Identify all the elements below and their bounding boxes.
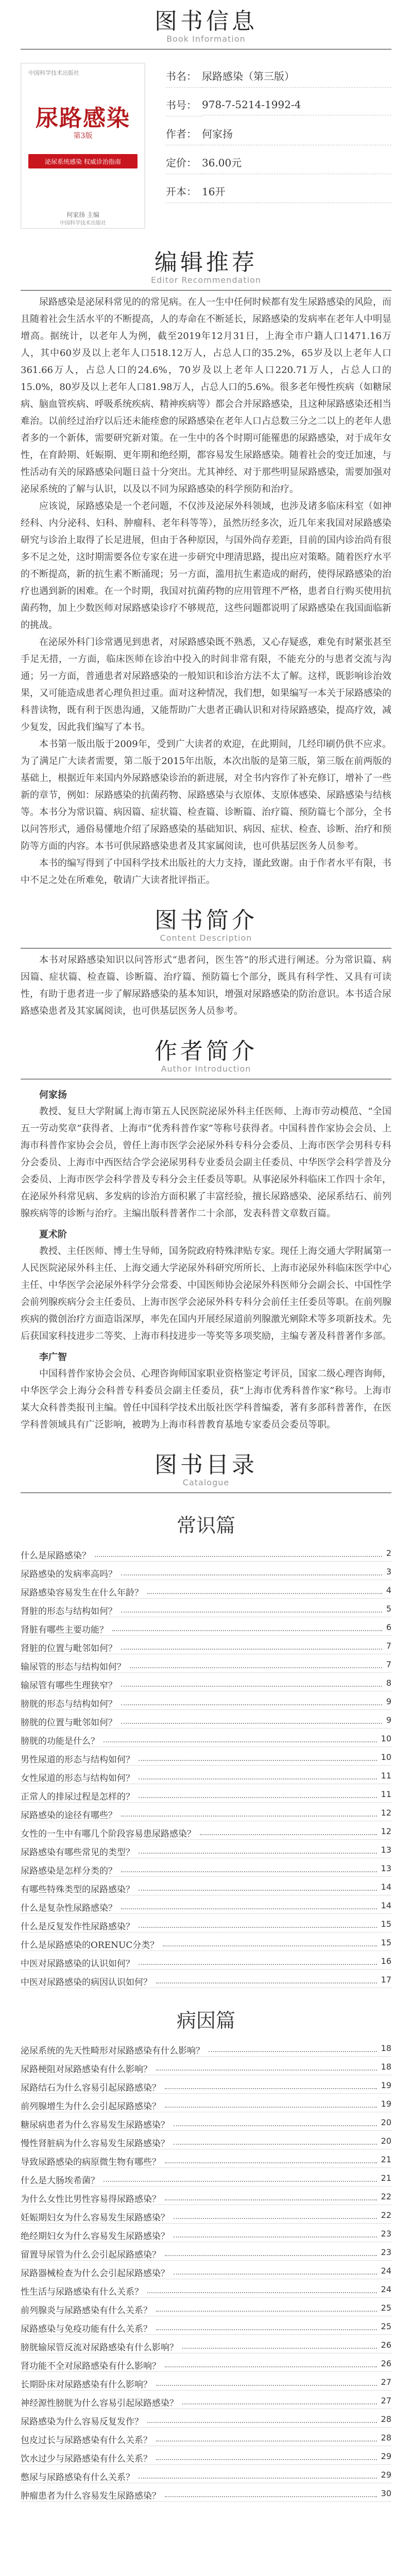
- catalog-item-title: 泌尿系统的先天性畸形对尿路感染有什么影响？: [21, 2046, 204, 2056]
- cover-band: 泌尿系统感染 权威诊治指南: [28, 154, 138, 168]
- section-subtitle: Author Introduction: [161, 1064, 251, 1074]
- author-paragraph: 中国科普作家协会会员、心理咨询师国家职业资格鉴定考评员，国家二级心理咨询师，中华医学会上海分会科普专科委员会副主任委员，获“上海市优秀科普作家”称号。上海市某大众科普类报刊主编。曾任中国科学技术出版社医学科普编委，著有多部科普著作，在医学科普领域具有广泛影响，被聘为上海市科普教育基地专家委员会委员等职。: [21, 1368, 391, 1430]
- catalog-item-page: 11: [381, 1789, 391, 1799]
- catalog-item-title: 尿路感染是怎样分类的？: [21, 1866, 117, 1876]
- catalog-item-title: 导致尿路感染的病原微生物有哪些？: [21, 2157, 161, 2167]
- catalog-item: [21, 1654, 391, 1673]
- catalog-item-page: 19: [381, 2099, 391, 2109]
- catalog-item: [21, 2298, 391, 2316]
- book-name: 尿路感染（第三版）: [202, 68, 391, 88]
- section-title: 编辑推荐: [154, 249, 258, 276]
- meta-row-format: [166, 183, 391, 203]
- catalog-leader-dots: [121, 1908, 377, 1909]
- section-title: 图书目录: [154, 1452, 258, 1478]
- catalog-item: [21, 1543, 391, 1562]
- meta-row-author: [166, 126, 391, 145]
- catalog-item: [21, 1580, 391, 1599]
- catalog-item-title: 膀胱的位置与毗邻如何？: [21, 1718, 117, 1728]
- book-author: 何家扬: [202, 126, 391, 145]
- book-price: 36.00元: [202, 155, 391, 174]
- section-author: [0, 1030, 412, 1079]
- catalog-leader-dots: [139, 1760, 377, 1761]
- catalog-leader-dots: [104, 2181, 377, 2182]
- book-format: 16开: [202, 183, 391, 203]
- catalog-leader-dots: [182, 2403, 377, 2404]
- catalog-leader-dots: [139, 1890, 377, 1891]
- catalog-item-page: 20: [381, 2117, 391, 2127]
- catalog-item-title: 肿瘤患者为什么容易发生尿路感染？: [21, 2491, 161, 2501]
- catalog-item: [21, 1803, 391, 1821]
- catalog-item-title: 神经源性膀胱为什么容易引起尿路感染？: [21, 2398, 178, 2409]
- catalog-item-page: 24: [381, 2284, 391, 2294]
- catalog-item-title: 什么是复杂性尿路感染？: [21, 1903, 117, 1913]
- catalog-item: [21, 1840, 391, 1858]
- catalog-leader-dots: [165, 2366, 377, 2367]
- catalog-leader-dots: [121, 1574, 382, 1575]
- catalog-item: [21, 1691, 391, 1710]
- catalog-item-page: 20: [381, 2136, 391, 2146]
- catalog-item-title: 包皮过长与尿路感染有什么关系？: [21, 2435, 152, 2446]
- catalog-item-title: 长期卧床对尿路感染有什么影响？: [21, 2380, 152, 2390]
- section-book-info: [0, 0, 412, 49]
- catalog-leader-dots: [139, 1964, 377, 1965]
- catalog-item-page: 12: [381, 1808, 391, 1818]
- section-subtitle: Editor Recommendation: [150, 275, 262, 285]
- author-paragraph: 教授、复旦大学附属上海市第五人民医院泌尿外科主任医师、上海市劳动模范、“全国五一劳动奖章”获得者、上海市“优秀科普作家”等称号获得者。中国科普作家协会会员、上海市科普作家协会会员，曾任上海市医学会泌尿外科专科分会委员、上海市医学会男科专科分会委员、上海市中西医结合学会泌尿男科专业委员会副主任委员、中华医学会科学普及分会委员、上海市医学会科学普及专科分会主任委员等职。从事泌尿外科临床工作四十余年，在泌尿外科常见病、多发病的诊治方面积累了丰富经验，擅长尿路感染、泌尿系结石、前列腺疾病等的诊断与治疗。主编出版科普著作二十余部，发表科普文章数百篇。: [21, 1106, 391, 1219]
- catalog-item-title: 什么是尿路感染？: [21, 1551, 91, 1561]
- catalog-item-title: 性生活与尿路感染有什么关系？: [21, 2287, 143, 2297]
- catalog-item: [21, 2187, 391, 2205]
- intro-paragraph: 本书对尿路感染知识以问答形式“患者问，医生答”的形式进行阐述。分为常识篇、病因篇、症状篇、检查篇、诊断篇、治疗篇、预防篇七个部分，既具有科学性、又具有可读性，有助于患者进一步了解尿路感染的基本知识，增强对尿路感染的防治意识。本书适合尿路感染患者及其家属阅读，也可供基层医务人员参考。: [21, 955, 391, 1016]
- catalog-item-title: 输尿管的形态与结构如何？: [21, 1662, 126, 1672]
- catalog-item-page: 21: [381, 2173, 391, 2183]
- catalog-leader-dots: [156, 2441, 377, 2442]
- catalog-item-page: 17: [381, 1975, 391, 1985]
- author-paragraph: 教授、主任医师、博士生导师，国务院政府特殊津贴专家。现任上海交通大学附属第一人民医院泌尿外科主任、上海交通大学泌尿外科研究所所长、上海市泌尿外科临床医学中心主任、中华医学会泌尿外科学分会常委、中国医师协会泌尿外科医师分会副会长、中国性学会前列腺疾病分会主任委员、上海市医学会泌尿外科专科分会前任主任委员等职。在前列腺疾病的微创治疗方面造诣深厚，率先在国内开展经尿道前列腺激光剜除术等多项新技术。先后获国家科技进步二等奖、上海市科技进步一等奖等多项奖励，主编专著及科普著作多部。: [21, 1246, 391, 1342]
- catalog-leader-dots: [163, 1945, 376, 1946]
- catalog-item-page: 26: [381, 2340, 391, 2350]
- catalog-leader-dots: [165, 2496, 377, 2497]
- recommend-paragraph: 应该说，尿路感染是一个老问题，不仅涉及泌尿外科领域，也涉及诸多临床科室（如神经科、内分泌科、妇科、肿瘤科、老年科等等），虽然历经多次，近几年来我国对尿路感染研究与诊治上取得了长足进展，但由于各种原因，与国外尚存差距，目前的国内诊治尚有很多不足之处，这时期需要各位专家在进一步研究中理清思路，提出应对策略。随着医疗水平的不断提高，新的抗生素不断涌现；另一方面，滥用抗生素造成的耐药，使得尿路感染的治疗也遇到新的困难。在一个时期，我国对抗菌药物的应用管理不严格，患者自行购买使用抗菌药物，加上少数医师对尿路感染诊疗不够规范，这些问题都说明了尿路感染在我国面临新的挑战。: [21, 501, 391, 631]
- catalog-item: [21, 2335, 391, 2353]
- catalog-item-title: 留置导尿管为什么会引起尿路感染？: [21, 2250, 161, 2260]
- catalog-item-page: 8: [386, 1678, 391, 1688]
- catalog-item-title: 膀胱的功能是什么？: [21, 1736, 99, 1747]
- catalog-leader-dots: [165, 2162, 377, 2163]
- catalog-leader-dots: [139, 1927, 377, 1928]
- catalog-item-page: 18: [381, 2062, 391, 2072]
- catalog-leader-dots: [121, 1816, 377, 1817]
- catalog-item-page: 26: [381, 2359, 391, 2368]
- catalog-leader-dots: [182, 2348, 377, 2349]
- catalog-item-page: 13: [381, 1845, 391, 1855]
- catalog-item: [21, 1728, 391, 1747]
- author-name: 李广智: [39, 1352, 67, 1363]
- catalog-item-title: 尿路感染的途径有哪些？: [21, 1810, 117, 1821]
- catalog-item: [21, 2149, 391, 2168]
- catalog-item-title: 慢性肾脏病为什么容易发生尿路感染？: [21, 2139, 169, 2149]
- catalog-item-page: 21: [381, 2155, 391, 2164]
- catalog-item-title: 什么是反复发作性尿路感染？: [21, 1922, 134, 1932]
- catalog-item-title: 男性尿道的形态与结构如何？: [21, 1755, 134, 1765]
- catalog-list: [0, 2038, 412, 2502]
- catalog-item: [21, 1858, 391, 1877]
- catalog-leader-dots: [121, 1704, 382, 1705]
- catalog-item: [21, 1784, 391, 1803]
- meta-row-isbn: [166, 97, 391, 116]
- recommend-paragraph: 尿路感染是泌尿科常见的的常见病。在人一生中任何时候都有发生尿路感染的风险，而且随着社会生活水平的不断提高，人的寿命在不断延长，尿路感染的发病率在老年人中明显增高。据统计，以老年人为例，截至2019年12月31日，上海全市户籍人口1471.16万人，其中60岁及以上老年人口518.12万人，占总人口的35.2%，65岁及以上老年人口361.66万人，占总人口的24.6%，70岁及以上老年人口220.71万人，占总人口的15.0%，80岁及以上老年人口81.98万人，占总人口的5.6%。很多老年慢性疾病（如糖尿病、脑血管疾病、呼吸系统疾病、精神疾病等）都会合并尿路感染，且这种尿路感染还相当难治。以前经过治疗以后还未能痊愈的尿路感染在老年人口占总数三分之二以上的老年人患者多的一个新体，需要研究新对策。在一生中的各个时期可能罹患的尿路感染，对于成年女性，在育龄期、妊娠期、更年期和绝经期，都容易发生尿路感染。随着社会的变迁加速，与性活动有关的尿路感染问题日益十分突出。尤其神经、对于那些明显尿路感染，需要加强对泌尿系统的了解与认识，以及以不同为尿路感染的科学预防和治疗。: [21, 297, 391, 495]
- meta-label: 书名：: [166, 68, 202, 88]
- catalog-item-title: 女性的一生中有哪几个阶段容易患尿路感染？: [21, 1829, 196, 1839]
- cover-author: 何家扬 主编: [66, 211, 99, 218]
- catalog-item-title: 前列腺增生为什么会引起尿路感染？: [21, 2102, 161, 2112]
- catalog-item-page: 19: [381, 2080, 391, 2090]
- author-name: 夏术阶: [39, 1229, 67, 1240]
- meta-row-price: [166, 155, 391, 174]
- catalog-leader-dots: [156, 2329, 377, 2330]
- catalog-leader-dots: [165, 2255, 377, 2256]
- catalog-list: [0, 1543, 412, 1988]
- catalog-leader-dots: [174, 2218, 377, 2219]
- catalog-item-page: 14: [381, 1901, 391, 1910]
- catalog-item-title: 肾功能不全对尿路感染有什么影响？: [21, 2361, 161, 2371]
- catalog-item-page: 3: [386, 1567, 391, 1577]
- section-rule: [21, 290, 391, 291]
- catalog-item-title: 什么是大肠埃希菌？: [21, 2176, 99, 2186]
- book-info-panel: [0, 49, 412, 241]
- catalog-item-title: 尿路器械检查为什么会引起尿路感染？: [21, 2268, 169, 2279]
- catalog-item: [21, 2205, 391, 2224]
- catalog-item: [21, 2279, 391, 2298]
- catalog-item-page: 29: [381, 2470, 391, 2480]
- meta-label: 开本：: [166, 183, 202, 203]
- catalog-item: [21, 2446, 391, 2465]
- catalog-item-page: 18: [381, 2043, 391, 2053]
- catalog-leader-dots: [174, 2144, 377, 2145]
- section-intro: [0, 899, 412, 948]
- catalog-item: [21, 2316, 391, 2335]
- catalog-item: [21, 1914, 391, 1933]
- catalog-item: [21, 2224, 391, 2242]
- section-recommend: [0, 241, 412, 291]
- catalog-item-page: 27: [381, 2396, 391, 2405]
- catalog-item: [21, 1747, 391, 1766]
- author-name: 何家扬: [39, 1090, 67, 1100]
- book-isbn: 978-7-5214-1992-4: [202, 98, 391, 115]
- catalog-item-title: 什么是尿路感染的ORENUC分类？: [21, 1940, 159, 1951]
- catalog-item-page: 6: [386, 1622, 391, 1632]
- catalog-item-page: 9: [386, 1697, 391, 1706]
- catalog-item-page: 29: [381, 2451, 391, 2461]
- catalog-item-title: 妊娠期妇女为什么容易发生尿路感染？: [21, 2213, 169, 2223]
- catalog-item-page: 12: [381, 1826, 391, 1836]
- catalog-leader-dots: [165, 2107, 377, 2108]
- catalog-item-page: 23: [381, 2247, 391, 2257]
- catalog-item-page: 23: [381, 2229, 391, 2239]
- catalog-item-title: 中医对尿路感染的认识如何？: [21, 1959, 134, 1969]
- catalog-item: [21, 2261, 391, 2279]
- catalog-item: [21, 2353, 391, 2372]
- catalog-item-page: 24: [381, 2266, 391, 2276]
- book-cover-image: [21, 63, 145, 229]
- catalog-item-title: 膀胱输尿管反流对尿路感染有什么影响？: [21, 2343, 178, 2353]
- catalog-leader-dots: [147, 1593, 382, 1594]
- catalog-item: [21, 2112, 391, 2131]
- catalog-item-title: 肾脏有哪些主要功能？: [21, 1625, 108, 1635]
- catalog-item-title: 糖尿病患者为什么容易发生尿路感染？: [21, 2120, 169, 2130]
- catalog-item-title: 绝经期妇女为什么容易发生尿路感染？: [21, 2231, 169, 2242]
- catalog-item-page: 14: [381, 1882, 391, 1892]
- catalog-item: [21, 1673, 391, 1691]
- catalog-item: [21, 2242, 391, 2261]
- catalog-leader-dots: [95, 1556, 382, 1557]
- catalog-category-title: 常识篇: [176, 1514, 235, 1537]
- catalog-leader-dots: [156, 2459, 377, 2460]
- catalog-item: [21, 2391, 391, 2409]
- catalog-leader-dots: [121, 1723, 382, 1724]
- catalog-leader-dots: [174, 2274, 377, 2275]
- meta-label: 定价：: [166, 155, 202, 174]
- catalog-item-page: 4: [386, 1585, 391, 1595]
- catalog-leader-dots: [174, 2125, 377, 2126]
- catalog-category-title: 病因篇: [176, 2009, 235, 2032]
- catalog-leader-dots: [200, 1834, 377, 1835]
- section-subtitle: Book Information: [166, 34, 246, 44]
- catalog-leader-dots: [147, 2292, 377, 2293]
- catalog-item-title: 女性尿道的形态与结构如何？: [21, 1773, 134, 1784]
- catalog-item-title: 正常人的排尿过程是怎样的？: [21, 1792, 134, 1802]
- recommend-text: [0, 291, 412, 899]
- catalog-item: [21, 1895, 391, 1914]
- catalog-item: [21, 1617, 391, 1636]
- catalog-item: [21, 1933, 391, 1951]
- catalog-item-title: 尿路梗阻对尿路感染有什么影响？: [21, 2064, 152, 2075]
- author-text: [0, 1079, 412, 1444]
- catalog-item-title: 尿路结石为什么容易引起尿路感染？: [21, 2083, 161, 2093]
- catalog-leader-dots: [139, 1778, 377, 1780]
- catalog-item: [21, 1951, 391, 1970]
- catalog-item-page: 25: [381, 2321, 391, 2331]
- catalog-item-title: 输尿管有哪些生理狭窄？: [21, 1681, 117, 1691]
- catalog-item-title: 肾脏的形态与结构如何？: [21, 1606, 117, 1617]
- section-title: 图书简介: [154, 907, 258, 934]
- catalog-item-page: 2: [386, 1548, 391, 1558]
- meta-label: 书号：: [166, 97, 202, 116]
- catalog-leader-dots: [156, 2070, 377, 2071]
- section-subtitle: Catalogue: [182, 1478, 230, 1487]
- catalog-item-page: 10: [381, 1752, 391, 1762]
- catalog-item-title: 饮水过少与尿路感染有什么关系？: [21, 2454, 152, 2464]
- catalog-item: [21, 1877, 391, 1895]
- catalog-item: [21, 1766, 391, 1784]
- catalog-leader-dots: [139, 2478, 377, 2479]
- catalog-item-page: 7: [386, 1641, 391, 1651]
- catalog-item: [21, 1562, 391, 1580]
- intro-text: [0, 948, 412, 1030]
- catalog-leader-dots: [147, 2422, 377, 2423]
- catalog-leader-dots: [121, 1612, 382, 1613]
- cover-title: 尿路感染: [36, 105, 130, 131]
- catalog-item-page: 27: [381, 2377, 391, 2387]
- section-title: 作者简介: [154, 1038, 258, 1064]
- catalog-item: [21, 2428, 391, 2446]
- catalog-item: [21, 2131, 391, 2149]
- catalog-leader-dots: [104, 1741, 377, 1742]
- catalog-item: [21, 2409, 391, 2428]
- catalog-leader-dots: [156, 1982, 377, 1984]
- catalog-item: [21, 1636, 391, 1654]
- catalog-leader-dots: [209, 2051, 377, 2052]
- catalog-item: [21, 2168, 391, 2187]
- catalog-item-title: 尿路感染容易发生在什么年龄？: [21, 1588, 143, 1598]
- catalog-item-title: 膀胱的形态与结构如何？: [21, 1699, 117, 1709]
- catalog-item-page: 9: [386, 1715, 391, 1725]
- cover-edition: 第3版: [73, 132, 93, 140]
- catalog-item-page: 22: [381, 2210, 391, 2220]
- catalog-leader-dots: [112, 1630, 382, 1631]
- catalog-leader-dots: [121, 1649, 382, 1650]
- cover-publisher-line: 中国科学技术出版社: [28, 70, 79, 76]
- recommend-paragraph: 在泌尿外科门诊常遇见到患者，对尿路感染既不熟悉，又心存疑惑，难免有时紧张甚至手足无措，一方面，临床医师在诊治中投入的时间非常有限，不能充分的与患者交流与沟通；另一方面，普通患者对尿路感染的一般知识和诊治方法不太了解。这样，既影响诊治效果，又可能造成患者心理负担过重。面对这种情况，我们想，如果编写一本关于尿路感染的科普读物，既有利于医患沟通，又能帮助广大患者正确认识和对待尿路感染，提高疗效，减少复发，因此我们编写了本书。: [21, 637, 391, 733]
- catalog-leader-dots: [156, 2311, 377, 2312]
- catalog-item-title: 中医对尿路感染的病因认识如何？: [21, 1977, 152, 1988]
- catalog: [0, 1510, 412, 2502]
- catalog-item-page: 15: [381, 1919, 391, 1929]
- meta-row-name: [166, 68, 391, 88]
- catalog-item-page: 22: [381, 2192, 391, 2201]
- catalog-item-page: 7: [386, 1659, 391, 1669]
- catalog-item: [21, 2038, 391, 2057]
- catalog-item-title: 尿路感染的发病率高吗？: [21, 1569, 117, 1580]
- catalog-item-page: 5: [386, 1604, 391, 1614]
- catalog-item: [21, 2075, 391, 2094]
- catalog-item-title: 前列腺炎与尿路感染有什么关系？: [21, 2306, 152, 2316]
- catalog-item-title: 憋尿与尿路感染有什么关系？: [21, 2472, 134, 2483]
- cover-publisher: 中国科学技术出版社: [60, 221, 106, 226]
- catalog-item: [21, 2483, 391, 2502]
- catalog-leader-dots: [156, 2385, 377, 2386]
- catalog-item: [21, 1710, 391, 1728]
- catalog-item: [21, 2094, 391, 2112]
- catalog-item: [21, 1970, 391, 1988]
- catalog-item-title: 尿路感染为什么容易反复发作？: [21, 2417, 143, 2427]
- catalog-leader-dots: [139, 1853, 377, 1854]
- catalog-leader-dots: [174, 2236, 377, 2238]
- catalog-item-page: 25: [381, 2303, 391, 2313]
- catalog-leader-dots: [130, 1667, 382, 1668]
- section-title: 图书信息: [154, 8, 258, 35]
- catalog-leader-dots: [165, 2088, 377, 2089]
- catalog-item: [21, 1821, 391, 1840]
- catalog-item-title: 为什么女性比男性容易得尿路感染？: [21, 2194, 161, 2205]
- catalog-item: [21, 2372, 391, 2391]
- book-meta: [166, 63, 391, 229]
- catalog-item: [21, 2057, 391, 2075]
- catalog-item-page: 13: [381, 1863, 391, 1873]
- catalog-item-page: 10: [381, 1734, 391, 1743]
- recommend-paragraph: 本书第一版出版于2009年，受到广大读者的欢迎，在此期间，几经印刷仍供不应求。为了满足广大读者需要，第二版于2015年出版，本次出版的是第三版，第三版在前两版的基础上，根据近年来国内外尿路感染诊治的新进展，对全书内容作了补充修订，增补了一些新的章节，例如：尿路感染的抗菌药物、尿路感染与衣原体、支原体感染、尿路感染与结核等。本书分为常识篇、病因篇、症状篇、检查篇、诊断篇、治疗篇、预防篇七个部分，全书以问答形式，通俗易懂地介绍了尿路感染的基础知识、病因、症状、检查、诊断、治疗和预防等方面的内容。本书可供尿路感染患者及其家属阅读，也可供基层医务人员参考。: [21, 739, 391, 852]
- catalog-leader-dots: [139, 1797, 377, 1798]
- section-catalog: [0, 1444, 412, 1493]
- catalog-item: [21, 2465, 391, 2483]
- catalog-item-page: 16: [381, 1956, 391, 1966]
- catalog-item-page: 28: [381, 2433, 391, 2443]
- catalog-item-page: 11: [381, 1771, 391, 1781]
- meta-label: 作者：: [166, 126, 202, 145]
- catalog-leader-dots: [165, 2199, 377, 2200]
- section-subtitle: Content Description: [160, 933, 252, 943]
- catalog-item-page: 30: [381, 2488, 391, 2498]
- catalog-item-title: 尿路感染有哪些常见的类型？: [21, 1848, 134, 1858]
- catalog-leader-dots: [121, 1686, 382, 1687]
- catalog-item-page: 15: [381, 1938, 391, 1947]
- catalog-item: [21, 1599, 391, 1617]
- catalog-item-title: 肾脏的位置与毗邻如何？: [21, 1643, 117, 1654]
- catalog-leader-dots: [121, 1871, 377, 1872]
- catalog-item-title: 有哪些特殊类型的尿路感染？: [21, 1885, 134, 1895]
- recommend-paragraph: 本书的编写得到了中国科学技术出版社的大力支持，谨此致谢。由于作者水平有限，书中不足之处在所难免，敬请广大读者批评指正。: [21, 858, 391, 886]
- catalog-item-title: 尿路感染与免疫功能有什么关系？: [21, 2324, 152, 2334]
- catalog-item-page: 28: [381, 2414, 391, 2424]
